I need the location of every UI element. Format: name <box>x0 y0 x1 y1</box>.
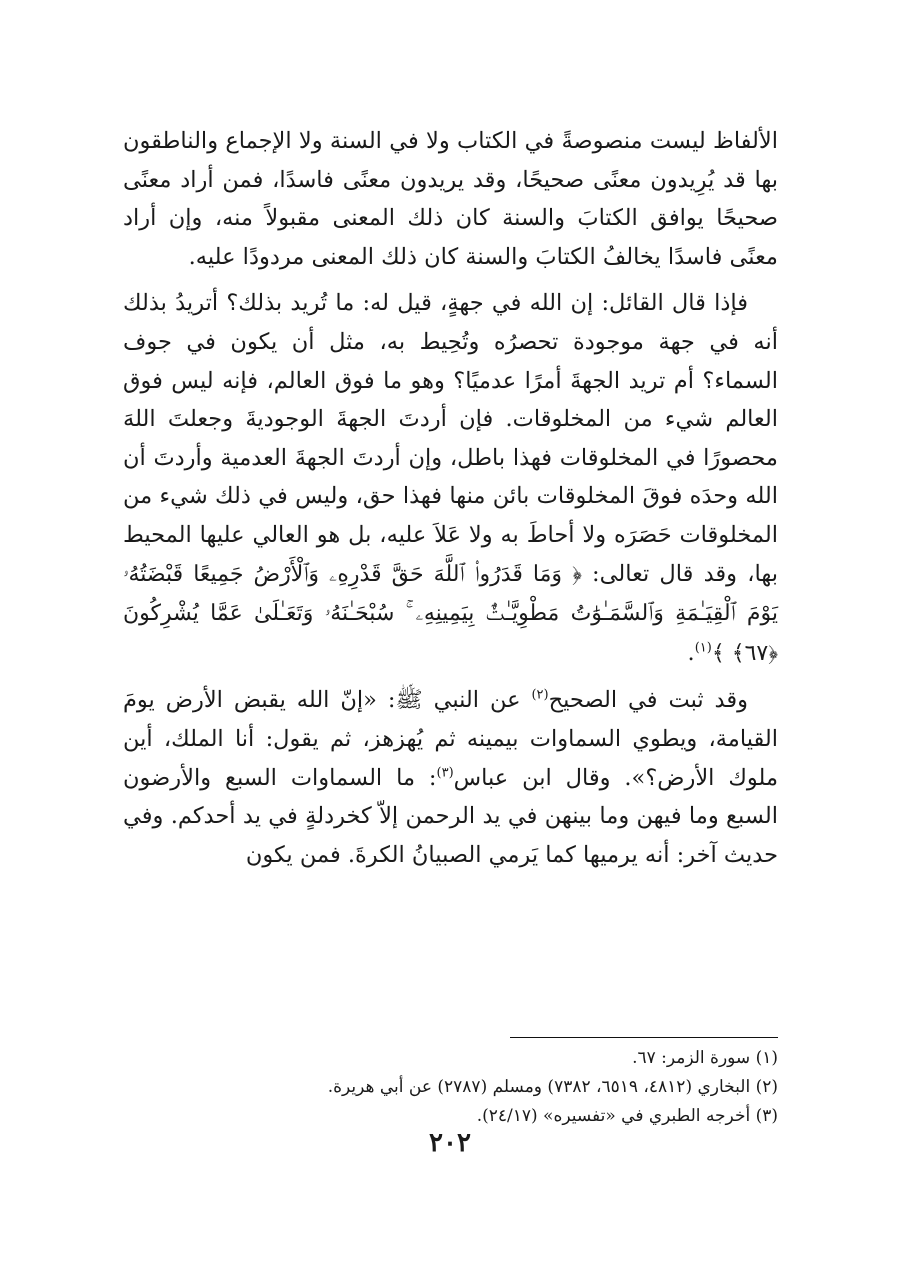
paragraph-3 <box>123 681 778 874</box>
footnote-1: (١) سورة الزمر: ٦٧. <box>632 1048 778 1068</box>
footnote-ref-3[interactable]: (٣) <box>436 765 454 780</box>
paragraph-2-text: فإذا قال القائل: إن الله في جهةٍ، قيل له: ما تُريد بذلك؟ أتريدُ بذلك أنه في جهة موجودة تحصرُه وتُحِيط به، مثل أن يكون في جوف السماء؟ أم تريد الجهةَ أمرًا عدميًا؟ وهو ما فوق العالم، فإنه ليس فوق العالم شيء من المخلوقات. فإن أردتَ الجهةَ الوجوديةَ وجعلتَ اللهَ محصورًا في المخلوقات فهذا باطل، وإن أردتَ الجهةَ العدمية وأردتَ أن الله وحدَه فوقَ المخلوقات بائن منها فهذا حق، وليس في ذلك شيء من المخلوقات حَصَرَه ولا أحاطَ به ولا عَلاَ عليه، بل هو العالي عليها المحيط بها، وقد قال تعالى: <box>123 290 778 587</box>
footnotes <box>123 1044 778 1131</box>
quran-verse: ﴿ وَمَا قَدَرُوا۟ ٱللَّهَ حَقَّ قَدْرِهِۦ وَٱلْأَرْضُ جَمِيعًا قَبْضَتُهُۥ يَوْمَ ٱلْقِيَـٰمَةِ وَٱلسَّمَـٰوَٰتُ مَطْوِيَّـٰتٌۢ بِيَمِينِهِۦ ۚ سُبْحَـٰنَهُۥ وَتَعَـٰلَىٰ عَمَّا يُشْرِكُونَ ﴿٦٧﴾ ﴾ <box>123 561 778 666</box>
footnote-divider <box>510 1037 778 1038</box>
main-text <box>123 122 778 882</box>
paragraph-2 <box>123 284 778 673</box>
paragraph-1: الألفاظ ليست منصوصةً في الكتاب ولا في السنة ولا الإجماع والناطقون بها قد يُرِيدون معنًى صحيحًا، وقد يريدون معنًى فاسدًا، فمن أراد معنًى صحيحًا يوافق الكتابَ والسنة كان ذلك المعنى مقبولاً منه، وإن أراد معنًى فاسدًا يخالفُ الكتابَ والسنة كان ذلك المعنى مردودًا عليه. <box>123 128 778 270</box>
page-number: ٢٠٢ <box>429 1128 471 1158</box>
paragraph-3-text-c: : ما السماوات السبع والأرضون السبع وما فيهن وما بينهن في يد الرحمن إلاّ كخردلةٍ في يد أحدكم. وفي حديث آخر: أنه يرميها كما يَرمي الصبيانُ الكرةَ. فمن يكون <box>123 764 778 868</box>
footnote-3: (٣) أخرجه الطبري في «تفسيره» (٢٤/١٧). <box>476 1106 778 1126</box>
footnote-ref-2[interactable]: (٢) <box>531 687 549 703</box>
paragraph-3-text-b: عن النبي ﷺ: «إنّ الله يقبض الأرض يومَ القيامة، ويطوي السماوات بيمينه ثم يُهزهز، ثم يقول: أنا الملك، أين ملوك الأرض؟». وقال ابن عباس <box>123 687 779 791</box>
footnote-2: (٢) البخاري (٤٨١٢، ٦٥١٩، ٧٣٨٢) ومسلم (٢٧٨٧) عن أبي هريرة. <box>327 1077 778 1097</box>
paragraph-3-text-a: وقد ثبت في الصحيح <box>548 687 748 714</box>
paragraph-2-end: . <box>687 639 695 666</box>
footnote-ref-1[interactable]: (١) <box>694 640 712 656</box>
